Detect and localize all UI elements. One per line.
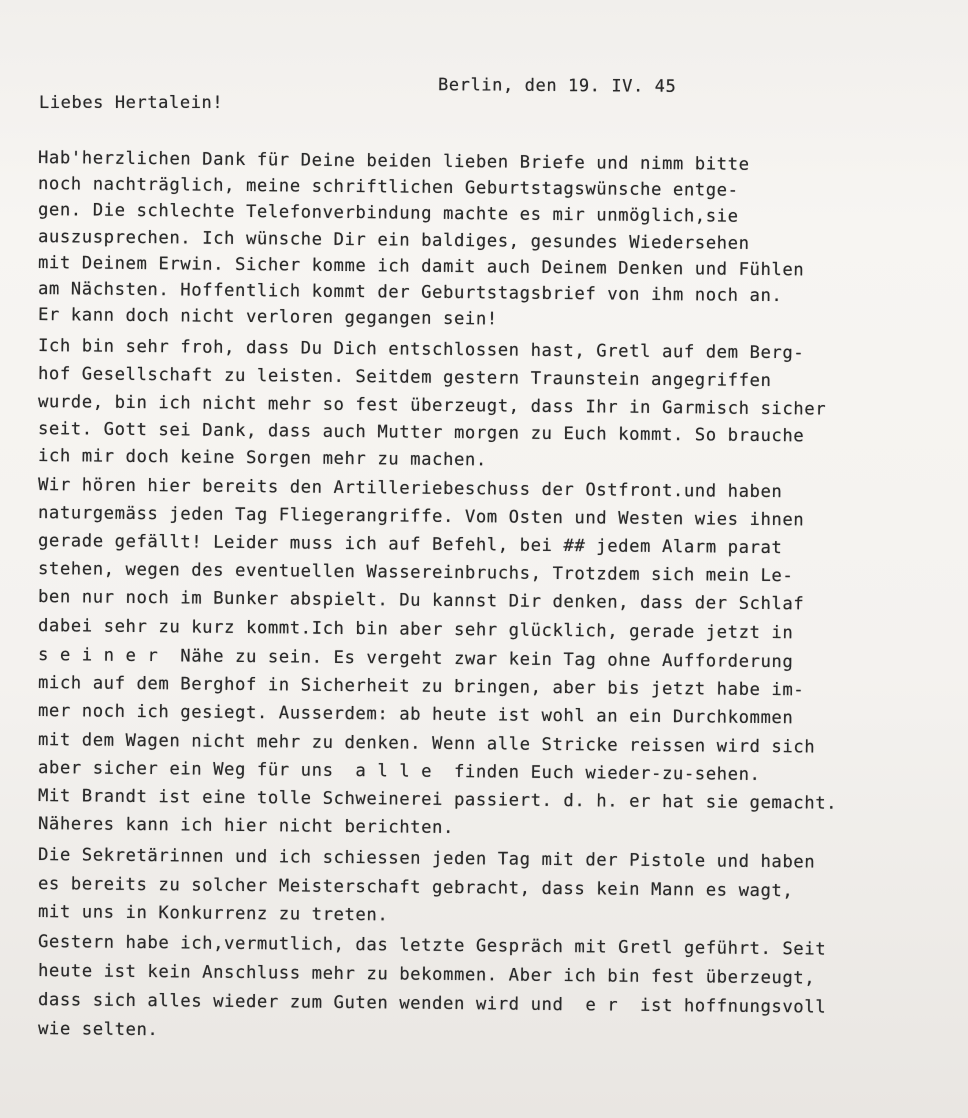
letter-line: s e i n e r Nähe zu sein. Es vergeht zwar kein Tag ohne Aufforderung (37, 645, 794, 673)
letter-line: gerade gefällt! Leider muss ich auf Befehl, bei ## jedem Alarm parat (37, 531, 783, 559)
letter-line: Ich bin sehr froh, dass Du Dich entschlossen hast, Gretl auf dem Berg- (37, 336, 805, 364)
letter-line: mer noch ich gesiegt. Ausserdem: ab heute ist wohl an ein Durchkommen (37, 701, 794, 729)
letter-line: mit dem Wagen nicht mehr zu denken. Wenn alle Stricke reissen wird sich (37, 730, 816, 758)
letter-line: gen. Die schlechte Telefonverbindung machte es mir unmöglich,sie (37, 200, 739, 227)
letter-line: mit uns in Konkurrenz zu treten. (37, 902, 389, 926)
letter-line: Die Sekretärinnen und ich schiessen jeden Tag mit der Pistole und haben (37, 845, 816, 873)
letter-line: hof Gesellschaft zu leisten. Seitdem gestern Traunstein angegriffen (37, 364, 772, 392)
letter-line: ben nur noch im Bunker abspielt. Du kannst Dir denken, dass der Schlaf (37, 587, 805, 615)
letter-line: wie selten. (37, 1019, 159, 1041)
letter-line: Gestern habe ich,vermutlich, das letzte Gespräch mit Gretl geführt. Seit (37, 932, 827, 960)
letter-line: dabei sehr zu kurz kommt.Ich bin aber sehr glücklich, gerade jetzt in (37, 616, 794, 644)
letter-line: naturgemäss jeden Tag Fliegerangriffe. Vom Osten und Westen wies ihnen (37, 503, 805, 531)
letter-line: mich auf dem Berghof in Sicherheit zu bringen, aber bis jetzt habe im- (37, 673, 805, 701)
letter-line: dass sich alles wieder zum Guten wenden wird und e r ist hoffnungsvoll (37, 990, 827, 1018)
letter-line: aber sicher ein Weg für uns a l l e finden Euch wieder-zu-sehen. (37, 758, 761, 785)
letter-salutation: Liebes Hertalein! (39, 93, 224, 113)
letter-line: noch nachträglich, meine schriftlichen Geburtstagswünsche entge- (37, 174, 739, 201)
letter-line: Mit Brandt ist eine tolle Schweinerei passiert. d. h. er hat sie gemacht. (37, 786, 838, 814)
letter-line: stehen, wegen des eventuellen Wassereinbruchs, Trotzdem sich mein Le- (37, 559, 794, 587)
letter-line: Hab'herzlichen Dank für Deine beiden lieben Briefe und nimm bitte (37, 148, 750, 175)
letter-line: Näheres kann ich hier nicht berichten. (37, 814, 455, 838)
letter-line: mit Deinem Erwin. Sicher komme ich damit auch Deinem Denken und Fühlen (37, 253, 805, 281)
letter-line: am Nächsten. Hoffentlich kommt der Geburtstagsbrief von ihm noch an. (37, 279, 783, 307)
letter-line: seit. Gott sei Dank, dass auch Mutter morgen zu Euch kommt. So brauche (37, 419, 805, 447)
letter-line: auszusprechen. Ich wünsche Dir ein baldiges, gesundes Wiedersehen (37, 227, 750, 254)
letter-line: ich mir doch keine Sorgen mehr zu machen. (37, 446, 487, 471)
letter-line: wurde, bin ich nicht mehr so fest überzeugt, dass Ihr in Garmisch sicher (37, 392, 827, 420)
letter-line: Wir hören hier bereits den Artilleriebeschuss der Ostfront.und haben (37, 475, 783, 503)
letter-line: es bereits zu solcher Meisterschaft gebracht, dass kein Mann es wagt, (37, 874, 794, 902)
letter-line: Er kann doch nicht verloren gegangen sein! (37, 305, 498, 330)
letter-date: Berlin, den 19. IV. 45 (437, 75, 677, 97)
letter-line: heute ist kein Anschluss mehr zu bekommen. Aber ich bin fest überzeugt, (37, 961, 816, 989)
